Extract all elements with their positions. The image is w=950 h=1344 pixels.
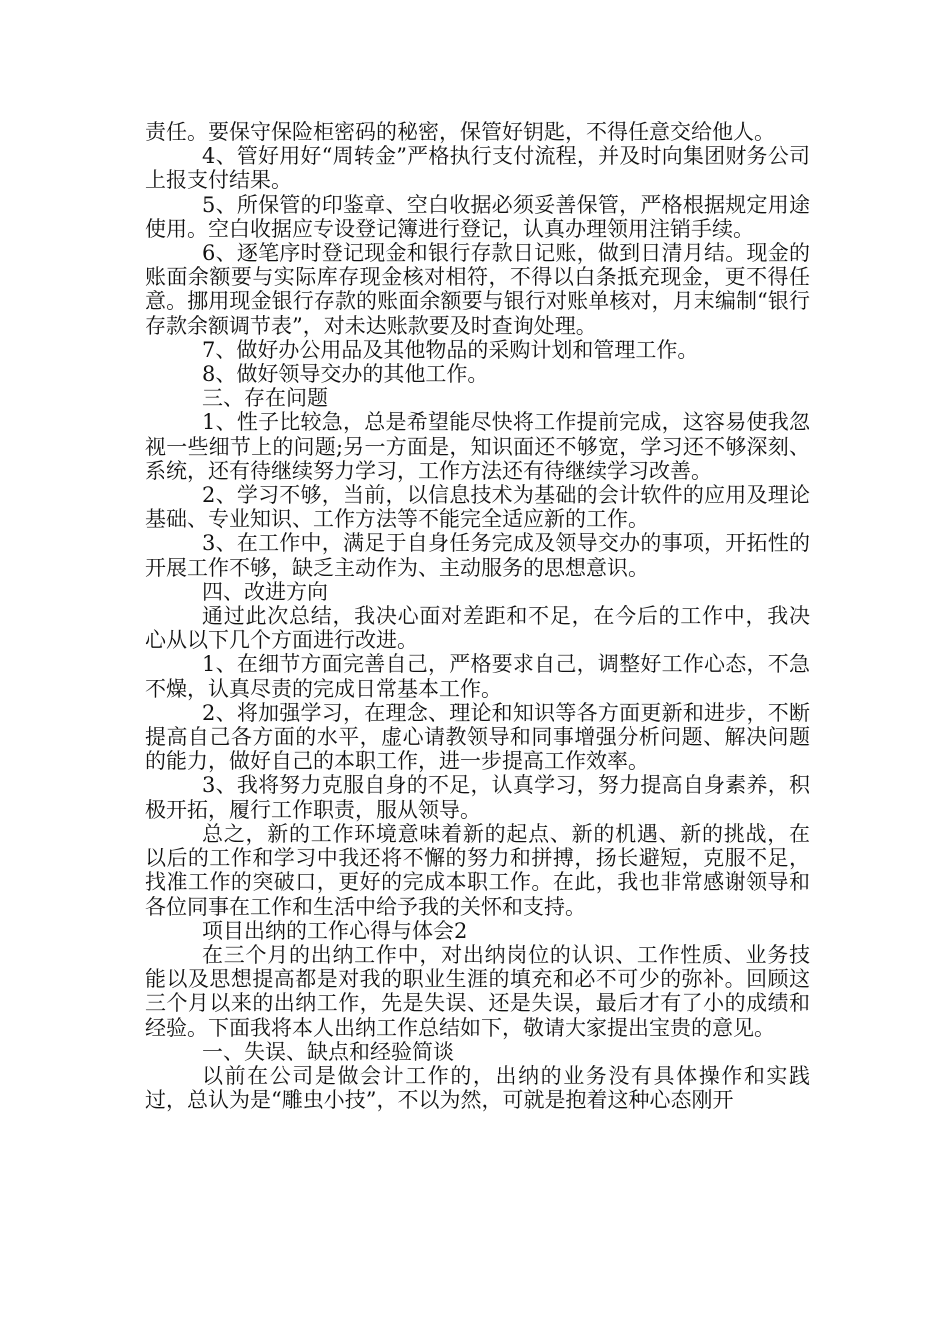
paragraph-2: 4、管好用好“周转金”严格执行支付流程，并及时向集团财务公司上报支付结果。 (145, 144, 810, 193)
document-body (145, 120, 810, 1112)
paragraph-15: 3、我将努力克服自身的不足，认真学习，努力提高自身素养，积极开拓，履行工作职责，服从领导。 (145, 773, 810, 822)
paragraph-5: 7、做好办公用品及其他物品的采购计划和管理工作。 (202, 337, 699, 362)
paragraph-14: 2、将加强学习，在理念、理论和知识等各方面更新和进步，不断提高自己各方面的水平，虚心请教领导和同事增强分析问题、解决问题的能力，做好自己的本职工作，进一步提高工作效率。 (145, 700, 810, 774)
paragraph-4: 6、逐笔序时登记现金和银行存款日记账，做到日清月结。现金的账面余额要与实际库存现金核对相符，不得以白条抵充现金，更不得任意。挪用现金银行存款的账面余额要与银行对账单核对，月末编制“银行存款余额调节表”，对未达账款要及时查询处理。 (145, 241, 810, 338)
paragraph-8: 1、性子比较急，总是希望能尽快将工作提前完成，这容易使我忽视一些细节上的问题;另一方面是，知识面还不够宽，学习还不够深刻、系统，还有待继续努力学习，工作方法还有待继续学习改善。 (145, 410, 810, 483)
paragraph-12: 通过此次总结，我决心面对差距和不足，在今后的工作中，我决心从以下几个方面进行改进。 (145, 604, 810, 653)
section-heading-mistakes: 一、失误、缺点和经验简谈 (202, 1039, 454, 1064)
section-heading-improvements: 四、改进方向 (202, 579, 328, 604)
paragraph-3: 5、所保管的印鉴章、空白收据必须妥善保管，严格根据规定用途使用。空白收据应专设登记簿进行登记，认真办理领用注销手续。 (145, 192, 810, 241)
paragraph-10: 3、在工作中，满足于自身任务完成及领导交办的事项，开拓性的开展工作不够，缺乏主动作为、主动服务的思想意识。 (145, 531, 810, 580)
paragraph-18: 在三个月的出纳工作中，对出纳岗位的认识、工作性质、业务技能以及思想提高都是对我的职业生涯的填充和必不可少的弥补。回顾这三个月以来的出纳工作，先是失误、还是失误，最后才有了小的成绩和经验。下面我将本人出纳工作总结如下，敬请大家提出宝贵的意见。 (145, 942, 810, 1040)
paragraph-13: 1、在细节方面完善自己，严格要求自己，调整好工作心态，不急不燥，认真尽责的完成日常基本工作。 (145, 652, 810, 701)
article-title-2: 项目出纳的工作心得与体会2 (202, 918, 468, 943)
paragraph-9: 2、学习不够，当前，以信息技术为基础的会计软件的应用及理论基础、专业知识、工作方法等不能完全适应新的工作。 (145, 483, 810, 532)
paragraph-16: 总之，新的工作环境意味着新的起点、新的机遇、新的挑战，在以后的工作和学习中我还将不懈的努力和拼搏，扬长避短，克服不足，找准工作的突破口，更好的完成本职工作。在此，我也非常感谢领导和各位同事在工作和生活中给予我的关怀和支持。 (145, 821, 810, 919)
section-heading-problems: 三、存在问题 (202, 386, 328, 411)
paragraph-6: 8、做好领导交办的其他工作。 (202, 362, 489, 387)
paragraph-20: 以前在公司是做会计工作的，出纳的业务没有具体操作和实践过，总认为是“雕虫小技”，不以为然，可就是抱着这种心态刚开 (145, 1063, 810, 1113)
paragraph-1: 责任。要保守保险柜密码的秘密，保管好钥匙，不得任意交给他人。 (145, 120, 775, 144)
